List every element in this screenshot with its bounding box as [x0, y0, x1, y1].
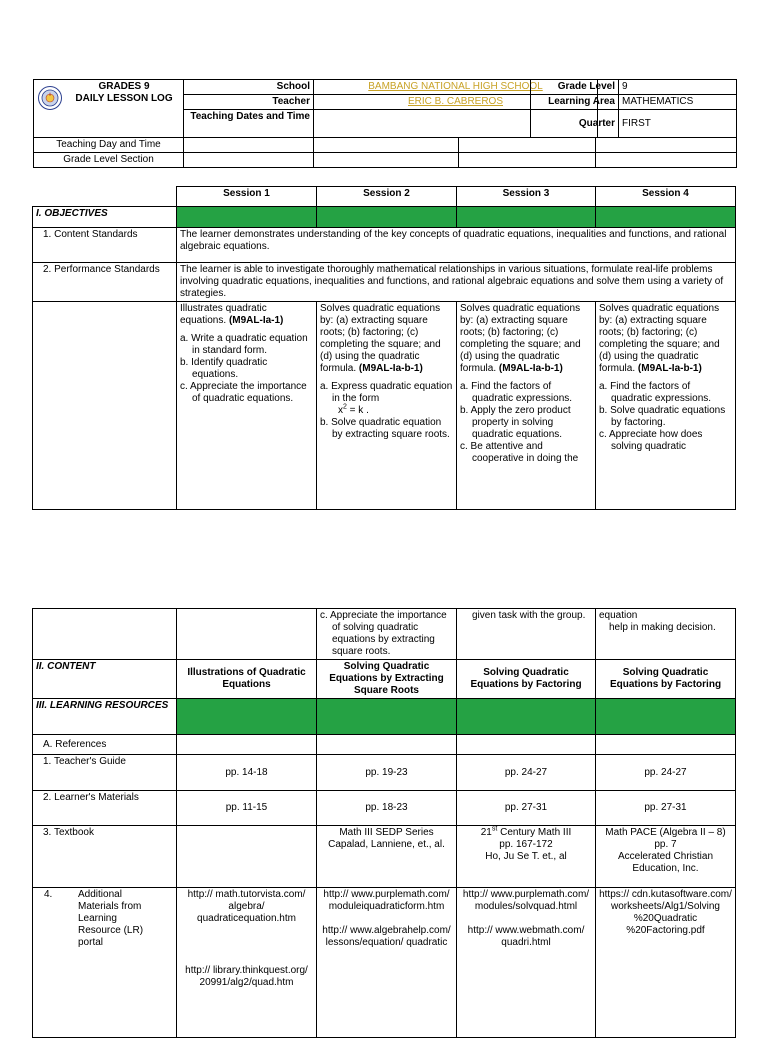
teacher-label: Teacher: [184, 95, 314, 110]
session-2-objectives: Solves quadratic equations by: (a) extracting square roots; (b) factoring; (c) completing the square; and (d) using the quadratic formula. (M9AL-Ia-b-1) a. Express quadratic equation in the form $x^2 = k$ . b. Solve quadratic equation by extracting square roots.: [317, 302, 457, 510]
learning-area-value: MATHEMATICS: [619, 95, 737, 110]
lr-session-2: http:// www.purplemath.com/ moduleiquadraticform.htm http:// www.algebrahelp.com/ lessons/equation/ quadratic: [317, 888, 457, 1038]
teacher-value: ERIC B. CABREROS: [314, 95, 598, 110]
session-4-objectives: Solves quadratic equations by: (a) extracting square roots; (b) factoring; (c) completing the square; and (d) using the quadratic formula. (M9AL-Ia-b-1) a. Find the factors of quadratic expressions. b. Solve quadratic equations by factoring. c. Appreciate how does solving quadratic: [596, 302, 736, 510]
lr-session-4: https:// cdn.kutasoftware.com/ worksheets/Alg1/Solving %20Quadratic %20Factoring.pdf: [596, 888, 736, 1038]
learning-area-label: Learning Area: [531, 95, 619, 110]
session-2-content: Solving Quadratic Equations by Extracting Square Roots: [317, 660, 457, 699]
content-label: II. CONTENT: [33, 660, 177, 699]
session-2-header: Session 2: [317, 187, 457, 207]
header-right-table: [530, 79, 737, 138]
section-label: Grade Level Section: [34, 153, 184, 168]
session-1-content: Illustrations of Quadratic Equations: [177, 660, 317, 699]
session-4-content: Solving Quadratic Equations by Factoring: [596, 660, 736, 699]
lm-session-4: pp. 27-31: [596, 791, 736, 826]
grade-level-value: 9: [619, 80, 737, 95]
tb-session-4: Math PACE (Algebra II – 8) pp. 7 Accelerated Christian Education, Inc.: [596, 826, 736, 888]
tg-session-2: pp. 19-23: [317, 755, 457, 791]
session-3-objectives: Solves quadratic equations by: (a) extracting square roots; (b) factoring; (c) completing the square; and (d) using the quadratic formula. (M9AL-Ia-b-1) a. Find the factors of quadratic expressions. b. Apply the zero product property in solving quadratic equations. c. Be attentive and cooperative in doing the: [457, 302, 596, 510]
session-3-content: Solving Quadratic Equations by Factoring: [457, 660, 596, 699]
grade-level-label: Grade Level: [531, 80, 619, 95]
session-2-objectives-cont: c. Appreciate the importance of solving quadratic equations by extracting square roots.: [317, 609, 457, 660]
lm-session-1: pp. 11-15: [177, 791, 317, 826]
references-label: A. References: [33, 735, 177, 755]
log-title: GRADES 9 DAILY LESSON LOG: [34, 80, 184, 138]
session-1-header: Session 1: [177, 187, 317, 207]
tg-session-3: pp. 24-27: [457, 755, 596, 791]
quarter-label: Quarter: [531, 110, 619, 138]
session-3-objectives-cont: given task with the group.: [457, 609, 596, 660]
textbook-label: 3. Textbook: [33, 826, 177, 888]
tg-session-1: pp. 14-18: [177, 755, 317, 791]
objectives-table: [32, 186, 736, 510]
lr-session-3: http:// www.purplemath.com/ modules/solvquad.html http:// www.webmath.com/ quadri.html: [457, 888, 596, 1038]
school-value: BAMBANG NATIONAL HIGH SCHOOL: [314, 80, 598, 95]
content-standards-label: 1. Content Standards: [33, 228, 177, 263]
session-1-objectives: Illustrates quadratic equations. (M9AL-Ia-1) a. Write a quadratic equation in standard form. b. Identify quadratic equations. c. Appreciate the importance of quadratic equations.: [177, 302, 317, 510]
quarter-value: FIRST: [619, 110, 737, 138]
tb-session-2: Math III SEDP Series Capalad, Lanniene, et., al.: [317, 826, 457, 888]
school-label: School: [184, 80, 314, 95]
content-standards-text: The learner demonstrates understanding of the key concepts of quadratic equations, inequalities and functions, and rational algebraic equations.: [177, 228, 736, 263]
session-4-header: Session 4: [596, 187, 736, 207]
content-resources-table: [32, 608, 736, 1038]
objectives-label: I. OBJECTIVES: [33, 207, 177, 228]
lm-session-2: pp. 18-23: [317, 791, 457, 826]
schedule-table: [33, 137, 737, 168]
lr-portal-label: 4. Additional Materials from Learning Resource (LR) portal: [33, 888, 177, 1038]
tg-session-4: pp. 24-27: [596, 755, 736, 791]
learning-resources-label: III. LEARNING RESOURCES: [33, 699, 177, 735]
dates-label: Teaching Dates and Time: [184, 110, 314, 138]
teaching-day-label: Teaching Day and Time: [34, 138, 184, 153]
performance-standards-label: 2. Performance Standards: [33, 263, 177, 302]
learners-materials-label: 2. Learner's Materials: [33, 791, 177, 826]
lr-session-1: http:// math.tutorvista.com/ algebra/ quadraticequation.htm http:// library.thinkquest.org/ 20991/alg2/quad.htm: [177, 888, 317, 1038]
session-3-header: Session 3: [457, 187, 596, 207]
tb-session-3: 21st Century Math III pp. 167-172 Ho, Ju Se T. et., al: [457, 826, 596, 888]
performance-standards-text: The learner is able to investigate thoroughly mathematical relationships in various situations, formulate real-life problems involving quadratic equations, inequalities and functions, and rational algebraic equations and solve them using a variety of strategies.: [177, 263, 736, 302]
session-4-objectives-cont: equation help in making decision.: [596, 609, 736, 660]
teachers-guide-label: 1. Teacher's Guide: [33, 755, 177, 791]
lm-session-3: pp. 27-31: [457, 791, 596, 826]
